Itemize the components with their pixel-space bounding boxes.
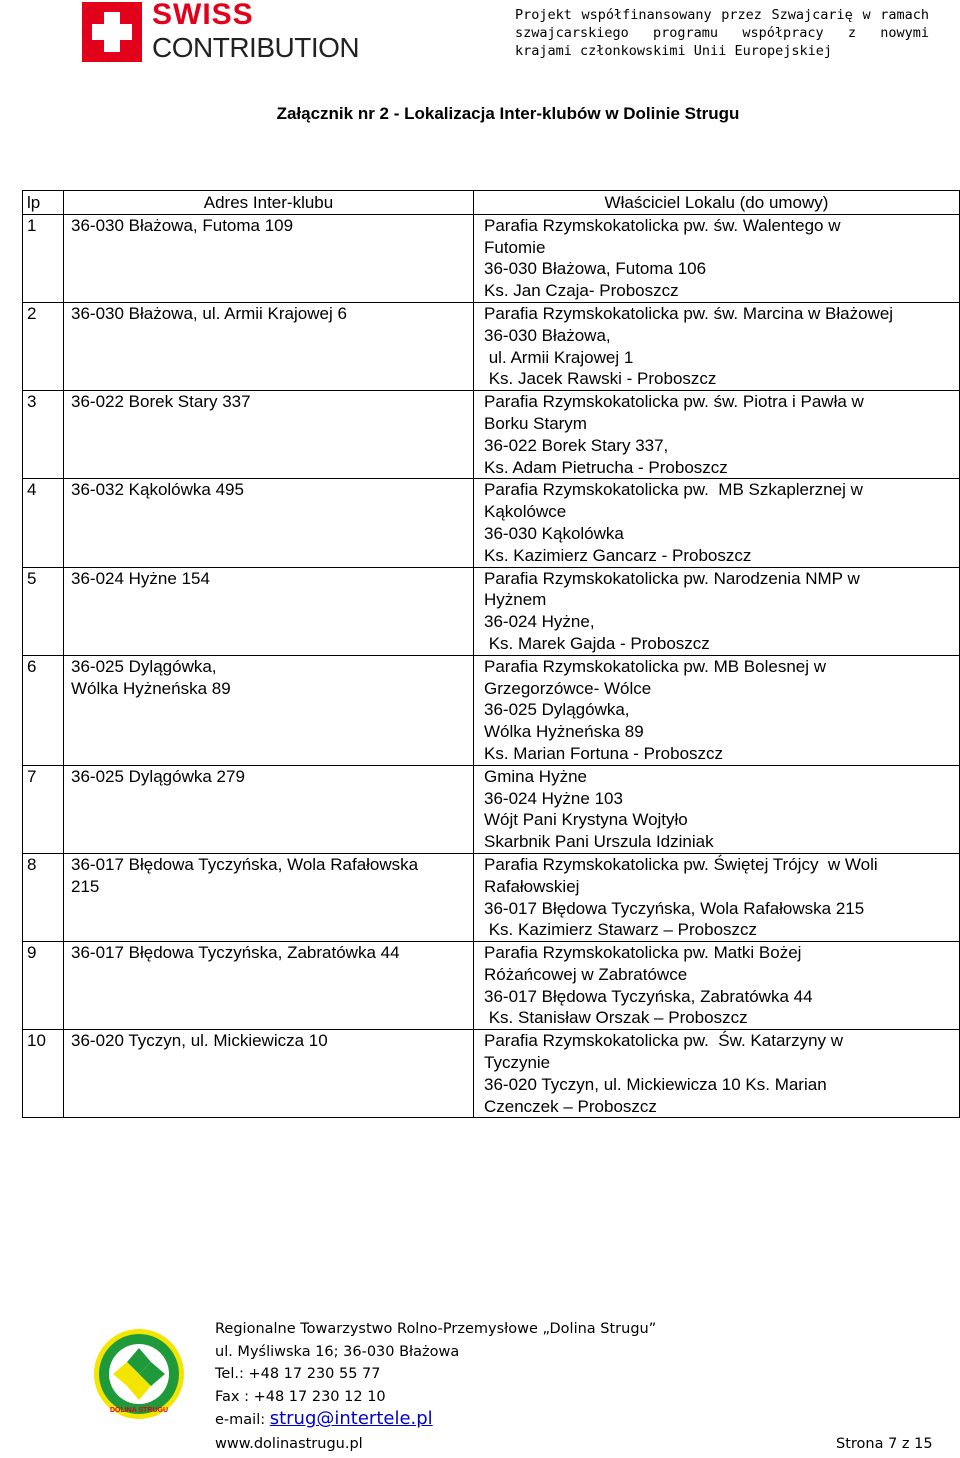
logo-text-contribution: CONTRIBUTION [152, 32, 360, 63]
email-link[interactable]: strug@intertele.pl [269, 1408, 433, 1430]
row-number: 1 [23, 214, 64, 302]
club-address-cell [64, 655, 474, 765]
owner-line: 36-030 Kąkolówka [484, 523, 624, 543]
owner-line: 36-017 Błędowa Tyczyńska, Zabratówka 44 [484, 986, 813, 1006]
organization-email-line [215, 1408, 656, 1432]
owner-line: Ks. Marek Gajda - Proboszcz [484, 633, 710, 653]
address-line: 36-024 Hyżne 154 [71, 568, 210, 588]
address-line: 36-020 Tyczyn, ul. Mickiewicza 10 [71, 1031, 328, 1051]
address-line: Wólka Hyżneńska 89 [71, 678, 231, 698]
owner-line: Hyżnem [484, 590, 547, 610]
logo-caption: DOLINA STRUGU [109, 1407, 169, 1414]
row-number: 2 [23, 302, 64, 390]
owner-cell [474, 1030, 960, 1118]
organization-fax: Fax : +48 17 230 12 10 [215, 1388, 386, 1405]
column-header-owner: Właściciel Lokalu (do umowy) [474, 191, 960, 215]
address-line: 36-030 Błażowa, ul. Armii Krajowej 6 [71, 303, 347, 323]
owner-line: Ks. Jacek Rawski - Proboszcz [484, 369, 717, 389]
swiss-cross-icon [82, 2, 142, 62]
owner-line: Parafia Rzymskokatolicka pw. św. Walentego w [484, 215, 841, 235]
table-row [23, 302, 960, 390]
owner-cell [474, 391, 960, 479]
owner-line: Skarbnik Pani Urszula Idziniak [484, 832, 714, 852]
owner-line: Grzegorzówce- Wólce [484, 678, 652, 698]
row-number: 7 [23, 765, 64, 853]
owner-cell [474, 214, 960, 302]
club-address-cell [64, 765, 474, 853]
table-row [23, 942, 960, 1030]
row-number: 3 [23, 391, 64, 479]
owner-line: Ks. Stanisław Orszak – Proboszcz [484, 1008, 748, 1028]
club-address-cell [64, 1030, 474, 1118]
dolina-strugu-logo [93, 1328, 185, 1420]
owner-line: Parafia Rzymskokatolicka pw. MB Szkaplerznej w [484, 480, 863, 500]
club-address-cell [64, 479, 474, 567]
owner-line: Gmina Hyżne [484, 766, 587, 786]
address-line: 36-030 Błażowa, Futoma 109 [71, 215, 294, 235]
owner-cell [474, 655, 960, 765]
owner-cell [474, 765, 960, 853]
address-line: 36-022 Borek Stary 337 [71, 392, 251, 412]
logo-text-swiss: SWISS [152, 0, 254, 31]
owner-line: Futomie [484, 237, 546, 257]
table-row [23, 479, 960, 567]
owner-line: 36-017 Błędowa Tyczyńska, Wola Rafałowska 215 [484, 898, 865, 918]
address-line: 215 [71, 876, 100, 896]
owner-line: Parafia Rzymskokatolicka pw. św. Marcina w Błażowej [484, 303, 894, 323]
owner-line: 36-030 Błażowa, [484, 325, 611, 345]
owner-line: Parafia Rzymskokatolicka pw. Narodzenia NMP w [484, 568, 860, 588]
row-number: 6 [23, 655, 64, 765]
owner-line: Parafia Rzymskokatolicka pw. MB Bolesnej w [484, 656, 827, 676]
table-row [23, 765, 960, 853]
owner-line: ul. Armii Krajowej 1 [484, 347, 634, 367]
website-link[interactable]: www.dolinastrugu.pl [215, 1436, 363, 1452]
table-row [23, 1030, 960, 1118]
owner-line: 36-024 Hyżne 103 [484, 788, 623, 808]
owner-line: Parafia Rzymskokatolicka pw. św. Piotra i Pawła w [484, 392, 864, 412]
owner-cell [474, 853, 960, 941]
owner-line: 36-024 Hyżne, [484, 612, 595, 632]
owner-cell [474, 302, 960, 390]
owner-line: Ks. Kazimierz Gancarz - Proboszcz [484, 545, 752, 565]
address-line: 36-025 Dylągówka 279 [71, 766, 245, 786]
page-number: Strona 7 z 15 [836, 1436, 933, 1452]
organization-name: Regionalne Towarzystwo Rolno-Przemysłowe „Dolina Strugu” [215, 1321, 657, 1337]
column-header-address: Adres Inter-klubu [64, 191, 474, 215]
table-row [23, 567, 960, 655]
club-address-cell [64, 567, 474, 655]
owner-line: Ks. Marian Fortuna - Proboszcz [484, 743, 724, 763]
owner-cell [474, 942, 960, 1030]
owner-line: 36-030 Błażowa, Futoma 106 [484, 259, 707, 279]
club-address-cell [64, 214, 474, 302]
table-header-row [23, 191, 960, 215]
owner-line: Ks. Jan Czaja- Proboszcz [484, 281, 679, 301]
owner-line: Parafia Rzymskokatolicka pw. Matki Bożej [484, 943, 802, 963]
owner-line: Wólka Hyżneńska 89 [484, 722, 644, 742]
owner-line: 36-025 Dylągówka, [484, 700, 630, 720]
owner-line: Kąkolówce [484, 502, 567, 522]
address-line: 36-032 Kąkolówka 495 [71, 480, 244, 500]
address-line: 36-017 Błędowa Tyczyńska, Wola Rafałowska [71, 854, 419, 874]
owner-line: Borku Starym [484, 413, 587, 433]
owner-line: Wójt Pani Krystyna Wojtyło [484, 810, 688, 830]
swiss-contribution-logo [82, 2, 382, 64]
table-row [23, 853, 960, 941]
row-number: 8 [23, 853, 64, 941]
address-line: 36-025 Dylągówka, [71, 656, 217, 676]
owner-line: Parafia Rzymskokatolicka pw. Świętej Trójcy w Woli [484, 854, 878, 874]
inter-club-locations-table [22, 190, 960, 1118]
owner-line: Rafałowskiej [484, 876, 580, 896]
table-body [23, 214, 960, 1118]
owner-cell [474, 567, 960, 655]
email-label: e-mail: [215, 1412, 270, 1429]
owner-line: Tyczynie [484, 1053, 551, 1073]
row-number: 9 [23, 942, 64, 1030]
cofinancing-note: Projekt współfinansowany przez Szwajcarię w ramach szwajcarskiego programu współpracy z nowymi krajami członkowskimi Unii Europejskiej [515, 7, 929, 59]
owner-line: Ks. Adam Pietrucha - Proboszcz [484, 457, 728, 477]
owner-cell [474, 479, 960, 567]
organization-contact [215, 1318, 656, 1432]
club-address-cell [64, 391, 474, 479]
organization-phone: Tel.: +48 17 230 55 77 [215, 1366, 381, 1383]
owner-line: Czenczek – Proboszcz [484, 1096, 657, 1116]
address-line: 36-017 Błędowa Tyczyńska, Zabratówka 44 [71, 943, 400, 963]
row-number: 5 [23, 567, 64, 655]
club-address-cell [64, 942, 474, 1030]
column-header-number: lp [23, 191, 64, 215]
owner-line: 36-020 Tyczyn, ul. Mickiewicza 10 Ks. Marian [484, 1074, 827, 1094]
document-title: Załącznik nr 2 - Lokalizacja Inter-klubów w Dolinie Strugu [276, 104, 740, 123]
row-number: 4 [23, 479, 64, 567]
table-row [23, 655, 960, 765]
owner-line: Ks. Kazimierz Stawarz – Proboszcz [484, 920, 758, 940]
club-address-cell [64, 302, 474, 390]
owner-line: Parafia Rzymskokatolicka pw. Św. Katarzyny w [484, 1031, 844, 1051]
table-row [23, 391, 960, 479]
club-address-cell [64, 853, 474, 941]
row-number: 10 [23, 1030, 64, 1118]
organization-address: ul. Myśliwska 16; 36-030 Błażowa [215, 1343, 460, 1360]
owner-line: Różańcowej w Zabratówce [484, 964, 688, 984]
table-row [23, 214, 960, 302]
owner-line: 36-022 Borek Stary 337, [484, 435, 669, 455]
